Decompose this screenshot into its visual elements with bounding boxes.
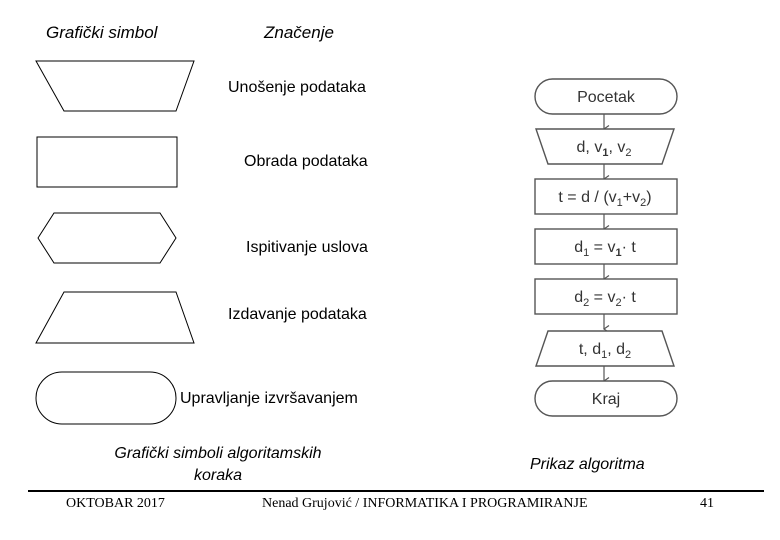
meaning-output: Izdavanje podataka — [228, 306, 367, 323]
meaning-decision: Ispitivanje uslova — [246, 239, 368, 256]
meaning-column-header: Značenje — [264, 23, 334, 42]
footer-divider — [28, 490, 764, 492]
flow-output-label: t, $d_1$, $d_2$ — [578, 341, 632, 361]
footer-author-course: Nenad Grujović / INFORMATIKA I PROGRAMIRANJE — [262, 496, 588, 511]
flow-step3-label: $d_2 = v_2\cdot t$ — [574, 289, 636, 309]
caption-symbols-line2: koraka — [193, 467, 243, 484]
caption-symbols-line1: Grafički simboli algoritamskih — [114, 445, 322, 462]
flow-start-label: Pocetak — [577, 89, 635, 106]
caption-algorithm: Prikaz algoritma — [530, 456, 645, 473]
flow-step2-label: $d_1 = v_1\cdot t$ — [574, 239, 636, 259]
footer-page-number: 41 — [700, 496, 714, 511]
flow-input-label: d, $v_1$, $v_2$ — [576, 139, 632, 159]
meaning-terminal: Upravljanje izvršavanjem — [180, 390, 358, 407]
flow-step1-label: $t = d / (v_1+v_2)$ — [558, 189, 652, 209]
meaning-input: Unošenje podataka — [228, 79, 366, 96]
flow-end-label: Kraj — [591, 391, 621, 408]
meaning-process: Obrada podataka — [244, 153, 368, 170]
footer-date: OKTOBAR 2017 — [66, 496, 165, 511]
symbol-column-header: Grafički simbol — [46, 23, 158, 42]
